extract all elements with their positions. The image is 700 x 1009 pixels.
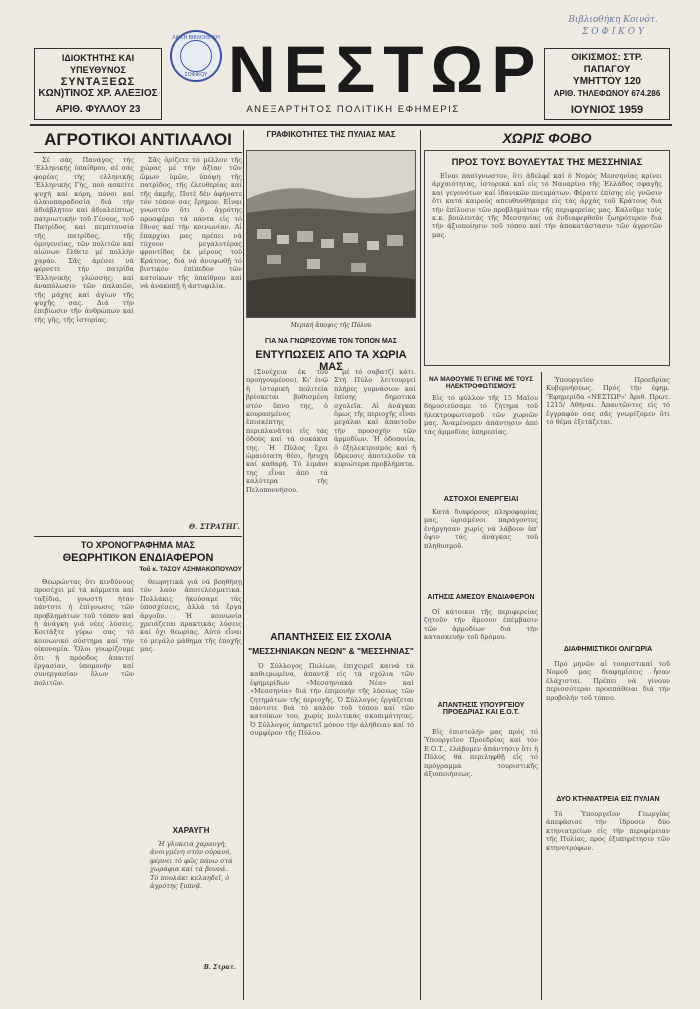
far-right-para-3-text: Τό Ὑπουργεῖον Γεωργίας ἀπεφάσισε τήν ἵδρυσιν δύο κτηνιατρείων εἰς τήν περιφέρειαν τῆς Πυλίας, πρός ἐξυπηρέτησιν τῶν κτηνοτρόφων. bbox=[546, 810, 670, 852]
poem-body bbox=[150, 840, 236, 960]
owner-info-box bbox=[34, 48, 162, 120]
article4-col1 bbox=[34, 578, 134, 998]
article2-col2-text: μέ τό σαβατζί κάτι. Στή Πύλο λειτουργεί πλήρες γυμνάσιον καί ἐπίσης δημοτικά σχολεῖα. Αἱ ἀνάγκαι ὅμως τῆς περιοχῆς εἶναι μεγάλαι καί ἀπαιτοῦν τήν προσοχήν τῶν ἁρμοδίων. Ἡ ὁδοποιία, ὁ ἐξηλεκτρισμός καί ἡ ὕδρευσις ἀποτελοῦν τά κυριώτερα προβλήματα. bbox=[334, 368, 416, 469]
poem-author: Β. Στρατ. bbox=[203, 964, 236, 971]
far-right-para-2-text: Πρό μηνῶν αἱ τουριστικαί τοῦ Νομοῦ μας διαφημίσεις ἦσαν ἐλάχισται. Πρέπει νά γίνουν περισσότεραι προσπάθειαι διά τήν προβολήν τοῦ τόπου. bbox=[546, 660, 670, 702]
article2-kicker: ΓΙΑ ΝΑ ΓΝΩΡΙΣΟΥΜΕ ΤΟΝ ΤΟΠΟΝ ΜΑΣ bbox=[264, 338, 398, 345]
article4-title: ΤΟ ΧΡΟΝΟΓΡΑΦΗΜΑ ΜΑΣ bbox=[80, 540, 196, 550]
article3-title: ΧΩΡΙΣ ΦΟΒΟ bbox=[502, 130, 592, 146]
article4-byline: Τοῦ κ. ΤΑΣΟΥ ΑΣΗΜΑΚΟΠΟΥΛΟΥ bbox=[139, 566, 242, 573]
article5-subtitle: "ΜΕΣΣΗΝΙΑΚΩΝ ΝΕΩΝ" & "ΜΕΣΣΗΝΙΑΣ" bbox=[248, 646, 414, 656]
owner-line-1: ΙΔΙΟΚΤΗΤΗΣ ΚΑΙ ΥΠΕΥΘΥΝΟΣ bbox=[61, 53, 135, 75]
far-right-heading-1: ΔΙΑΦΗΜΙΣΤΙΚΟΙ ΟΛΙΓΩΡΙΑ bbox=[563, 646, 653, 653]
pylos-photo bbox=[246, 150, 416, 318]
masthead-rule bbox=[30, 124, 672, 126]
article4-subtitle: ΘΕΩΡΗΤΙΚΟΝ ΕΝΔΙΑΦΕΡΟΝ bbox=[62, 552, 214, 564]
seal-bottom-text: ΣΟΦΙΚΟΥ bbox=[184, 72, 208, 78]
right-heading-1: ΝΑ ΜΑΘΟΥΜΕ ΤΙ ΕΓΙΝΕ ΜΕ ΤΟΥΣ ΗΛΕΚΤΡΟΦΩΤΙΣΜΟΥΣ bbox=[429, 376, 533, 390]
column-rule-3 bbox=[541, 372, 542, 1000]
far-right-para-1 bbox=[546, 376, 670, 636]
right-para-4 bbox=[424, 728, 538, 994]
right-para-4-text: Εἰς ἐπιστολήν μας πρός τό Ὑπουργεῖον Προεδρίας καί τόν Ε.Ο.Τ., ἐλάβομεν ἀπάντησιν ὅτι ἡ Πύλος θά περιληφθῇ εἰς τό πρόγραμμα τουριστικῆς ἀξιοποιήσεως. bbox=[424, 728, 538, 779]
far-right-para-3 bbox=[546, 810, 670, 996]
photo-header: ΓΡΑΦΙΚΟΤΗΤΕΣ ΤΗΣ ΠΥΛΙΑΣ ΜΑΣ bbox=[266, 130, 396, 139]
pylos-photo-image bbox=[247, 151, 416, 318]
owner-line-3: ΚΩΝ)ΤΙΝΟΣ ΧΡ. ΑΛΕΞΙΟΣ bbox=[38, 88, 158, 99]
right-para-2 bbox=[424, 508, 538, 584]
far-right-para-1-text: Ὑπουργεῖον Προεδρίας Κυβερνήσεως. Πρός τήν ἐφημ. 'Ἐφημερίδα «ΝΕΣΤΩΡ»' Ἀριθ. Πρωτ. 1215/ Αθήναι. Ἀπαντῶντες εἰς τό ἔγγραφόν σας σᾶς γνωρίζομεν ὅτι τό θέμα ἐξετάζεται. bbox=[546, 376, 670, 427]
address-box bbox=[544, 48, 670, 120]
masthead-subtitle: ΑΝΕΞΑΡΤΗΤΟΣ ΠΟΛΙΤΙΚΗ ΕΦΗΜΕΡΙΣ bbox=[246, 104, 460, 115]
library-seal bbox=[170, 30, 222, 82]
poem-title: ΧΑΡΑΥΓΗ bbox=[172, 826, 210, 835]
article1-col2 bbox=[140, 156, 242, 516]
phone-line: ΑΡΙΘ. ΤΗΛΕΦΩΝΟΥ 674.286 bbox=[553, 89, 661, 98]
seal-inner-ring bbox=[180, 40, 212, 72]
address-line-2: ΥΜΗΤΤΟΥ 120 bbox=[573, 76, 641, 87]
article4-col1-text: Θεωρώντας ὅτι κινδύνους προσέχει μέ τά κόμματα καί ταξίδια, γνωστή ήταν πάντοτε ἡ ἐπίγνωσις τῶν προβλημάτων τοῦ τόπου καί ἡ ἀνάγκη γιά νέες λύσεις. Κοιτάξτε γύρω σας τό κοινωνικό σύστημα καί τήν οἰκονομία. Ὅλοι γνωρίζουμε ὅτι ἡ πρόοδος ἀπαιτεί ἐργασίαν, ὑπομονήν καί συνεργασίαν ὅλων τῶν πολιτῶν. bbox=[34, 578, 134, 687]
article4-col2-text: θεωρητικά γιά νά βοηθήσῃ τόν λαόν ἀποτελεσματικά. Πολλάκις ἠκούσαμε τάς ὑποσχέσεις, ἀλλά τά ἔργα ἀργοῦν. Ἡ κοινωνία χρειάζεται πρακτικάς λύσεις καί ὄχι θεωρίας. Αὐτό εἶναι τό μεγάλο μάθημα τῆς ἐποχῆς μας. bbox=[140, 578, 242, 654]
right-heading-4: ΑΠΑΝΤΗΣΙΣ ΥΠΟΥΡΓΕΙΟΥ ΠΡΟΕΔΡΙΑΣ ΚΑΙ Ε.Ο.Τ. bbox=[437, 702, 525, 716]
far-right-heading-2: ΔΥΟ ΚΤΗΝΙΑΤΡΕΙΑ ΕΙΣ ΠΥΛΙΑΝ bbox=[556, 796, 660, 803]
library-stamp bbox=[548, 14, 678, 38]
article3-body-text: Εἶναι πασίγνωστον, ὅτι ἀδελφέ καί ὁ Νομός Μεσσηνίας κρίνει ἀρχαιότητας, ἱστορικά καί εἰς τό Ναυαρίνο τῆς Ἑλλάδος σφαγῆς καί γεγονότων καί ἰδανικῶν πνευμάτων. Φέρατε ἐπίσης εἰς γνῶσιν ὅτι κατά καιρούς απευθυνθήκαμε εἰς τάς ἀρχάς τοῦ Κράτους διά τήν ἐπίλυσιν τῶν προβλημάτων τῆς περιφερείας μας. Καλοῦμε τούς κ.κ. βουλευτάς τῆς Μεσσηνίας νά ἐνδιαφερθοῦν ζωηρότερον διά τήν ἀξιοποίησιν τοῦ τόπου καί τήν ἀποκατάστασιν τῶν ἀγροτῶν μας. bbox=[432, 172, 662, 239]
poem-text: Ἡ γλυκειά χαραυγή, ἀνοιγμένη στόν οὐρανό, φέρνει τό φῶς πάνω στά χωράφια καί τά βουνά. Τό πουλάκι κελαηδεῖ, ὁ ἀγρότης ξυπνᾷ. bbox=[150, 840, 233, 891]
right-para-2-text: Κατά διαφόρους πληροφορίας μας, ὡρισμένοι παράγοντες ἐνήργησαν χωρίς νά λάβουν ὑπ' ὄψιν τάς ἀνάγκας τοῦ πληθυσμοῦ. bbox=[424, 508, 538, 550]
column-rule-2 bbox=[420, 130, 421, 1000]
column-rule-1 bbox=[243, 130, 244, 1000]
stamp-line-1: Βιβλιοθήκη Κοινότ. bbox=[568, 15, 658, 25]
owner-line-2: ΣΥΝΤΑΞΕΩΣ bbox=[60, 76, 136, 88]
article1-signature: Θ. ΣΤΡΑΤΗΓ. bbox=[188, 522, 240, 531]
article1-title: ΑΓΡΟΤΙΚΟΙ ΑΝΤΙΛΑΛΟΙ bbox=[44, 130, 232, 149]
article1-rule bbox=[34, 152, 242, 153]
article1-col2-text: Σᾶς ὀρίζετε τό μέλλον τῆς χώρας μέ τήν ἀξίαν τῶν ὤμων ὑμῶν, ὑπόψη τῆς πατρίδος, τῆς ἐλευθερίας καί τῆς ἀκμῆς. Ποτέ δέν ἀφήνατε τόν τόπον σας ἔρημον. Εἶναι γνωστόν ὅτι ὁ ἀγρότης προσφέρει τά πάντα εἰς τό ἔθνος καί τήν κοινωνίαν. Αἱ ἐπαρχίαι μας πρέπει νά τύχουν μεγαλυτέρας φροντίδος ἐκ μέρους τοῦ Κράτους, διά νά ἀνυψωθῇ τό βιοτικόν ἐπίπεδον τῶν κατοίκων τῆς ὑπαίθρου καί νά ἀνακοπῇ ἡ ἀστυφιλία. bbox=[140, 156, 242, 291]
far-right-para-2 bbox=[546, 660, 670, 782]
photo-caption: Μερική ἄποψις τῆς Πύλου bbox=[290, 322, 372, 329]
issue-number: ΑΡΙΘ. ΦΥΛΛΟΥ 23 bbox=[55, 104, 141, 115]
article5-body bbox=[250, 662, 414, 992]
article1-col1 bbox=[34, 156, 134, 522]
stamp-line-2: Σ Ο Φ Ι Κ Ο Υ bbox=[582, 27, 644, 37]
right-para-1 bbox=[424, 394, 538, 484]
article2-col1 bbox=[246, 368, 328, 568]
right-para-1-text: Εἰς τό φύλλον τῆς 15 Μαΐου δημοσιεύσαμε τό ζήτημα τοῦ ἠλεκτροφωτισμοῦ τῶν χωριῶν μας. Ἀναμένομεν ἀπάντησιν ἀπό τάς ἁρμοδίας ὑπηρεσίας. bbox=[424, 394, 538, 436]
right-heading-3: ΑΙΤΗΣΙΣ ΑΜΕΣΟΥ ΕΝΔΙΑΦΕΡΟΝ bbox=[427, 594, 535, 601]
article2-title: ΕΝΤΥΠΩΣΕΙΣ ΑΠΟ ΤΑ ΧΩΡΙΑ ΜΑΣ bbox=[255, 349, 407, 373]
masthead-title: ΝΕΣΤΩΡ bbox=[228, 32, 544, 106]
article4-col2 bbox=[140, 578, 242, 818]
article3-body bbox=[432, 172, 662, 360]
article3-subtitle: ΠΡΟΣ ΤΟΥΣ ΒΟΥΛΕΥΤΑΣ ΤΗΣ ΜΕΣΣΗΝΙΑΣ bbox=[451, 157, 643, 168]
article1-col1-text: Σέ σάς Πανάγος τής 'Ελληνικής ὑπαίθρου, σέ σάς φορέας τής ελληνικής 'Ελληνικής Γής, πού ασκείτε ψυχή καί κόρη, πόνοι καί ἀλαιοπαραδοσία διά τήν ἀδιάβλητον καί ἀδιαλείπτως πατριωτικήν τοῦ Γένους, τοῦ Πατρίδος καί πεμπτουσία τῆς πατρίδος, τῆς ὁμογενείας, τῶν πολιτῶν καί αἰώνων ἔλθετε μέ πολλὴν χαράν. Σᾶς ἀρέσει νά φέρνετε τήν πατρίδα 'Ελληνικής γλώσσης; καί ἀναπόλωσιν τῶν παλαιῶν, τῆς μάχης καί ἁγίων τῆς ψυχῆς σας. Διά τήν ἐπιβίωσιν τῆν ἀνθρώπων καί τῆς γῆς, τῆς ἱστορίας. bbox=[34, 156, 134, 324]
article5-title: ΑΠΑΝΤΗΣΕΙΣ ΕΙΣ ΣΧΟΛΙΑ bbox=[270, 632, 392, 643]
issue-date: ΙΟΥΝΙΟΣ 1959 bbox=[570, 104, 644, 116]
article2-col2 bbox=[334, 368, 416, 568]
article2-col1-text: (Συνέχεια ἐκ τοῦ προηγουμένου). Κι' ἐνῷ ἡ ἱστορική πολιτεία βρίσκεται βυθισμένη στόν ὕπνο της, ὁ κουρασμένος ἐπισκέπτης περιπλανᾶται εἰς τάς ὁδούς καί τά σοκάκια της. Ἡ Πύλος ἔχει ὡραιότατη θέσι, ἥσυχη καί καθαρή. Τό λιμάνι της εἶναι ἀπό τά καλύτερα τῆς Πελοποννήσου. bbox=[246, 368, 328, 494]
right-para-3-text: Οἱ κάτοικοι τῆς περιφερείας ζητοῦν τήν ἄμεσον ἐπέμβασιν τῶν ἁρμοδίων διά τήν κατασκευήν τοῦ δρόμου. bbox=[424, 608, 538, 642]
seal-top-text: ΛΑΙΚΗ ΒΙΒΛΙΟΘΗΚΗ bbox=[172, 35, 220, 41]
article5-body-text: Ὁ Σύλλογος Πυλίων, ἐπιχειρεῖ καινά τά καθιερωμένα, ἀπαντᾷ εἰς τά σχόλια τῶν ἐφημερίδων «Μεσσηνιακά Νέα» καί «Μεσσηνία» διά τήν ἐπιμονήν τῆς λύσεως τῶν ζητημάτων τῆς περιοχῆς. Ὁ Σύλλογος ἐργάζεται πάντοτε διά τό καλόν τοῦ τόπου καί τῶν κατοίκων του, χωρίς πολιτικάς σκοπιμότητας. Ὁ Σύλλογος ὑπηρετεῖ μόνον τήν ἀλήθειαν καί τό συμφέρον τῆς Πύλου. bbox=[250, 662, 414, 738]
right-heading-2: ΑΣΤΟΧΟΙ ΕΝΕΡΓΕΙΑΙ bbox=[443, 494, 519, 503]
article4-rule bbox=[34, 536, 242, 537]
address-line-1: ΟΙΚΙΣΜΟΣ: ΣΤΡ. ΠΑΠΑΓΟΥ bbox=[571, 52, 643, 75]
right-para-3 bbox=[424, 608, 538, 692]
